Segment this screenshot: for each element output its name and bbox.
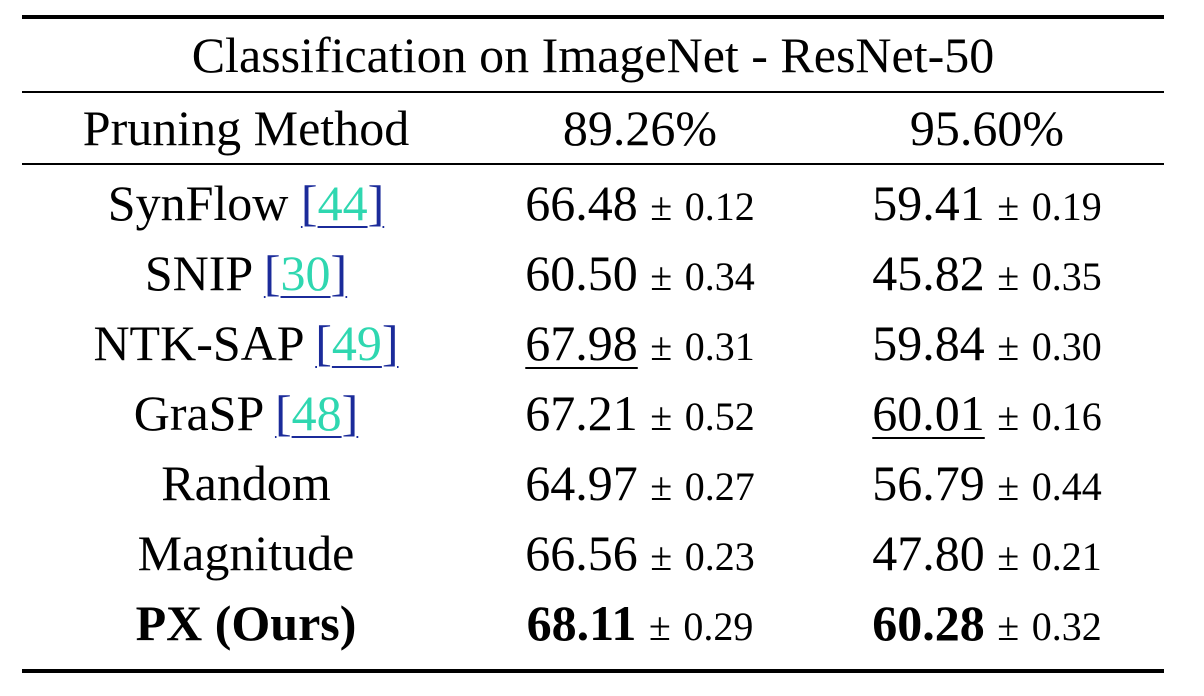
mean-value: 47.80: [872, 525, 985, 581]
cite-bracket-open: [: [315, 315, 332, 371]
citation-link[interactable]: [264, 245, 347, 301]
header-row: [22, 94, 1164, 162]
cite-bracket-open: [: [300, 175, 318, 231]
top-rule: [22, 15, 1164, 19]
plus-minus: ±: [997, 254, 1020, 299]
mean-value: 64.97: [525, 455, 638, 511]
mean-value: 59.41: [872, 175, 985, 231]
value-cell-b: [810, 524, 1164, 582]
plus-minus: ±: [997, 184, 1020, 229]
table-row: [22, 448, 1164, 518]
std-value: 0.27: [684, 464, 755, 509]
plus-minus: ±: [650, 184, 673, 229]
citation-number: 48: [291, 385, 342, 441]
std-value: 0.19: [1031, 184, 1102, 229]
table-row-ours: [22, 588, 1164, 658]
cite-bracket-close: ]: [367, 175, 385, 231]
std-value: 0.16: [1031, 394, 1102, 439]
value-cell-b: [810, 384, 1164, 442]
method-name: Magnitude: [137, 525, 355, 581]
value-cell-b: [810, 454, 1164, 512]
mean-value: 56.79: [872, 455, 985, 511]
header-sparsity-a: 89.26%: [562, 100, 718, 156]
mean-value: 60.50: [525, 245, 638, 301]
method-cell: [22, 314, 470, 372]
plus-minus: ±: [997, 464, 1020, 509]
plus-minus: ±: [997, 604, 1020, 649]
table-caption: Classification on ImageNet - ResNet-50: [191, 27, 995, 83]
citation-link[interactable]: [315, 315, 398, 371]
std-value: 0.23: [684, 534, 755, 579]
mean-value-second-best: 60.01: [872, 385, 985, 441]
table-row: [22, 238, 1164, 308]
table-row: [22, 308, 1164, 378]
std-value: 0.30: [1031, 324, 1102, 369]
mean-value: 67.21: [525, 385, 638, 441]
value-cell-b: [810, 314, 1164, 372]
citation-link[interactable]: [301, 175, 384, 231]
plus-minus: ±: [997, 324, 1020, 369]
value-cell-b: [810, 244, 1164, 302]
std-value: 0.34: [684, 254, 755, 299]
value-cell-b: [810, 174, 1164, 232]
header-sparsity-b: 95.60%: [909, 100, 1065, 156]
std-value: 0.29: [683, 604, 754, 649]
value-cell-a: [470, 454, 810, 512]
method-cell: [22, 174, 470, 232]
cite-bracket-open: [: [274, 385, 292, 441]
method-cell: [22, 594, 470, 652]
plus-minus: ±: [650, 534, 673, 579]
plus-minus: ±: [997, 394, 1020, 439]
citation-number: 49: [331, 315, 382, 371]
plus-minus: ±: [650, 324, 673, 369]
plus-minus: ±: [650, 254, 673, 299]
header-rule: [22, 163, 1164, 165]
mean-value-best: 68.11: [526, 595, 637, 651]
plus-minus: ±: [650, 394, 673, 439]
plus-minus: ±: [997, 534, 1020, 579]
table-row: [22, 518, 1164, 588]
value-cell-a: [470, 384, 810, 442]
bottom-rule: [22, 669, 1164, 673]
method-name: Random: [161, 455, 331, 511]
table-row: [22, 378, 1164, 448]
citation-number: 44: [317, 175, 368, 231]
cite-bracket-close: ]: [381, 315, 399, 371]
mean-value: 45.82: [872, 245, 985, 301]
method-cell: [22, 454, 470, 512]
std-value: 0.12: [684, 184, 755, 229]
value-cell-b: [810, 594, 1164, 652]
citation-link[interactable]: [275, 385, 358, 441]
cite-bracket-close: ]: [341, 385, 359, 441]
plus-minus: ±: [650, 464, 673, 509]
method-cell: [22, 524, 470, 582]
caption-rule: [22, 91, 1164, 93]
plus-minus: ±: [648, 604, 671, 649]
method-cell: [22, 244, 470, 302]
method-name: SynFlow: [107, 175, 289, 231]
citation-number: 30: [280, 245, 331, 301]
mean-value: 59.84: [872, 315, 985, 371]
value-cell-a: [470, 174, 810, 232]
value-cell-a: [470, 244, 810, 302]
mean-value-best: 60.28: [872, 595, 985, 651]
method-name: SNIP: [144, 245, 252, 301]
value-cell-a: [470, 594, 810, 652]
std-value: 0.21: [1031, 534, 1102, 579]
std-value: 0.32: [1031, 604, 1102, 649]
value-cell-a: [470, 524, 810, 582]
std-value: 0.35: [1031, 254, 1102, 299]
value-cell-a: [470, 314, 810, 372]
method-name: NTK-SAP: [93, 315, 303, 371]
mean-value-second-best: 67.98: [525, 315, 638, 371]
std-value: 0.44: [1031, 464, 1102, 509]
std-value: 0.31: [684, 324, 755, 369]
cite-bracket-open: [: [263, 245, 281, 301]
mean-value: 66.48: [525, 175, 638, 231]
table-row: [22, 168, 1164, 238]
method-name: GraSP: [133, 385, 263, 441]
method-cell: [22, 384, 470, 442]
header-method: Pruning Method: [82, 100, 410, 156]
cite-bracket-close: ]: [330, 245, 348, 301]
std-value: 0.52: [684, 394, 755, 439]
method-name: PX (Ours): [135, 595, 357, 651]
mean-value: 66.56: [525, 525, 638, 581]
